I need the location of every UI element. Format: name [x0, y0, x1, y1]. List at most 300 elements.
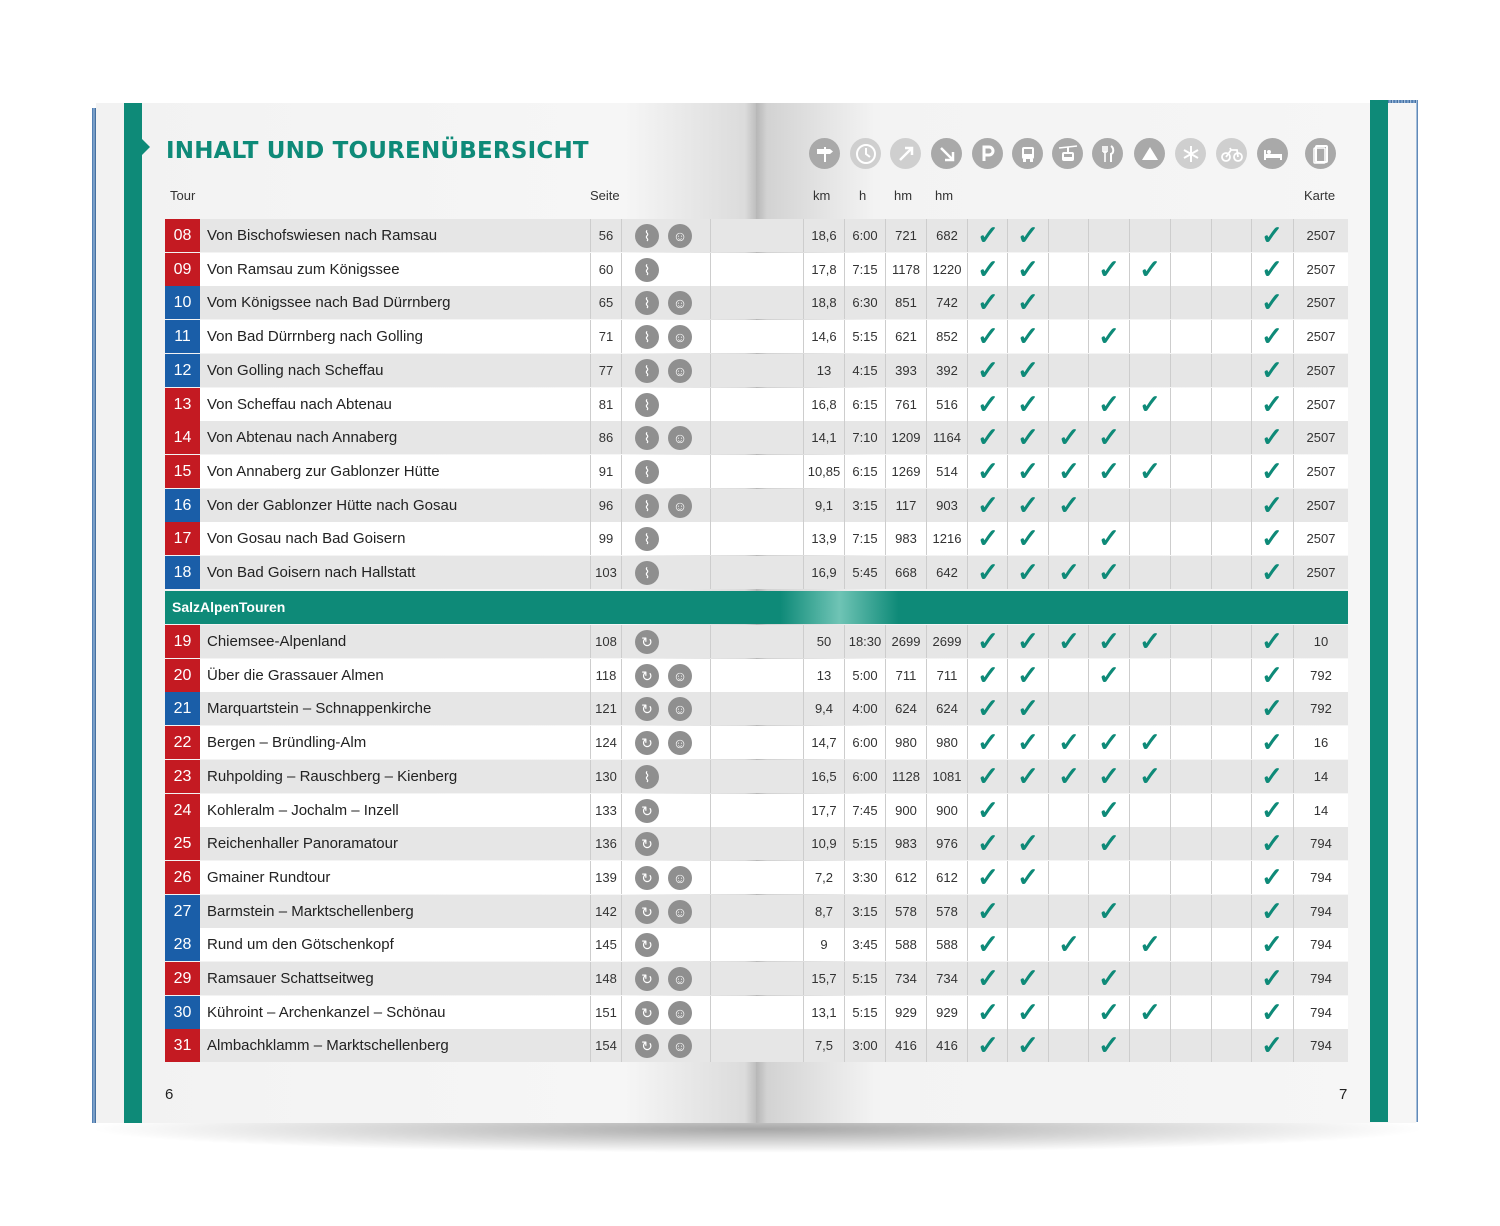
check-mark: ✓ — [1139, 929, 1161, 960]
table-row — [165, 320, 1348, 353]
check-mark: ✓ — [1017, 321, 1039, 352]
column-divider — [1048, 1029, 1049, 1062]
tour-ascent: 612 — [895, 869, 917, 885]
column-divider — [621, 219, 622, 252]
check-mark: ✓ — [1098, 626, 1120, 656]
column-divider — [710, 253, 711, 286]
check-mark: ✓ — [1058, 760, 1080, 791]
tour-km: 7,5 — [814, 1038, 834, 1054]
column-divider — [1211, 760, 1212, 793]
column-divider — [621, 726, 622, 759]
check-mark: ✓ — [1058, 727, 1080, 758]
kid-friendly-icon: ☺ — [668, 900, 692, 924]
check-mark: ✓ — [1098, 760, 1120, 791]
tour-map-number: 14 — [1313, 768, 1329, 784]
tour-number: 14 — [165, 421, 200, 454]
column-divider — [1048, 996, 1049, 1029]
check-mark: ✓ — [1058, 489, 1080, 520]
check-mark: ✓ — [1139, 388, 1161, 419]
column-divider — [1129, 1029, 1130, 1062]
table-row — [165, 996, 1348, 1029]
tour-km: 13 — [816, 667, 832, 683]
page-number-right: 7 — [1339, 1086, 1348, 1103]
column-divider — [1211, 827, 1212, 860]
table-row — [165, 219, 1348, 252]
check-mark: ✓ — [977, 659, 999, 690]
tour-km: 16,9 — [811, 565, 837, 580]
tour-page: 71 — [598, 329, 614, 345]
column-divider — [1088, 354, 1089, 387]
table-row — [165, 253, 1348, 286]
check-mark: ✓ — [1098, 659, 1120, 690]
tour-km: 14,7 — [811, 735, 837, 751]
column-divider — [1211, 388, 1212, 421]
column-divider — [1211, 219, 1212, 252]
check-mark: ✓ — [1017, 1030, 1039, 1061]
column-divider — [1211, 625, 1212, 658]
column-divider — [1211, 253, 1212, 286]
tour-name: Reichenhaller Panoramatour — [207, 835, 398, 853]
column-divider — [1170, 827, 1171, 860]
column-divider — [621, 421, 622, 454]
column-divider — [1048, 522, 1049, 555]
round-trip-icon: ↻ — [635, 866, 659, 890]
cable-car-icon — [1052, 138, 1083, 169]
tour-ascent: 1269 — [891, 463, 921, 479]
kid-friendly-icon: ☺ — [668, 967, 692, 991]
round-trip-icon: ↻ — [635, 630, 659, 654]
tour-name: Von Abtenau nach Annaberg — [207, 429, 398, 447]
column-divider — [1048, 895, 1049, 928]
column-divider — [1211, 692, 1212, 725]
column-divider — [710, 320, 711, 353]
right-accent-stripe — [1370, 100, 1388, 1122]
tour-map-number: 2507 — [1306, 295, 1336, 311]
tour-ascent: 1178 — [892, 261, 920, 277]
tour-map-number: 2507 — [1306, 261, 1336, 277]
tour-hours: 6:00 — [852, 228, 878, 243]
round-trip-icon: ↻ — [635, 664, 659, 688]
column-divider — [1211, 861, 1212, 894]
tour-map-number: 2507 — [1306, 497, 1336, 513]
column-divider — [621, 827, 622, 860]
table-row — [165, 692, 1348, 725]
column-divider — [1129, 320, 1130, 353]
tour-km: 10,9 — [811, 836, 837, 852]
tour-name: Almbachklamm – Marktschellenberg — [207, 1037, 449, 1055]
column-divider — [1129, 827, 1130, 860]
column-divider — [1088, 928, 1089, 961]
tour-descent: 852 — [936, 329, 958, 345]
column-divider — [1170, 421, 1171, 454]
table-row — [165, 286, 1348, 319]
tour-descent: 1220 — [932, 261, 962, 277]
tour-name: Marquartstein – Schnappenkirche — [207, 700, 432, 718]
check-mark: ✓ — [977, 455, 999, 486]
tour-page: 65 — [598, 295, 614, 311]
column-divider — [621, 962, 622, 995]
check-mark: ✓ — [977, 861, 999, 892]
route-path-icon: ⌇ — [635, 426, 659, 450]
tour-map-number: 794 — [1310, 903, 1332, 919]
tour-page: 124 — [595, 735, 617, 751]
tour-descent: 742 — [936, 295, 958, 311]
check-mark: ✓ — [977, 727, 999, 758]
tour-descent: 578 — [936, 903, 958, 919]
column-divider — [710, 556, 711, 589]
hut-icon — [1134, 138, 1165, 169]
check-mark: ✓ — [1098, 523, 1120, 554]
tour-hours: 6:15 — [852, 463, 878, 479]
tour-page: 91 — [598, 463, 614, 479]
tour-map-number: 2507 — [1306, 430, 1336, 446]
tour-km: 14,1 — [811, 430, 837, 446]
check-mark: ✓ — [1098, 963, 1120, 993]
column-divider — [621, 659, 622, 692]
check-mark: ✓ — [1098, 455, 1120, 486]
column-divider — [1048, 320, 1049, 353]
check-mark: ✓ — [1017, 963, 1039, 993]
round-trip-icon: ↻ — [635, 731, 659, 755]
check-mark: ✓ — [977, 354, 999, 385]
check-mark: ✓ — [977, 422, 999, 453]
check-mark: ✓ — [1017, 422, 1039, 453]
column-divider — [1007, 895, 1008, 928]
check-mark: ✓ — [1139, 253, 1161, 284]
tour-number: 29 — [165, 962, 200, 995]
tour-number: 20 — [165, 659, 200, 692]
tour-hours: 18:30 — [848, 634, 882, 649]
column-divider — [1170, 388, 1171, 421]
tour-descent: 2699 — [932, 634, 962, 649]
tour-ascent: 929 — [895, 1004, 917, 1020]
column-divider — [1129, 354, 1130, 387]
parking-icon — [972, 138, 1003, 169]
check-mark: ✓ — [1261, 220, 1283, 250]
check-mark: ✓ — [977, 220, 999, 250]
table-row — [165, 421, 1348, 454]
column-divider — [621, 692, 622, 725]
table-row — [165, 625, 1348, 658]
column-divider — [1211, 726, 1212, 759]
column-divider — [1048, 962, 1049, 995]
tour-descent: 976 — [936, 836, 958, 852]
check-mark: ✓ — [1098, 388, 1120, 419]
check-mark: ✓ — [1261, 287, 1283, 318]
tour-page: 81 — [598, 396, 614, 412]
tour-name: Von Gosau nach Bad Goisern — [207, 530, 406, 548]
tour-number: 22 — [165, 726, 200, 759]
tour-ascent: 624 — [895, 701, 917, 717]
check-mark: ✓ — [1017, 523, 1039, 554]
page-number-left: 6 — [165, 1086, 174, 1103]
tour-page: 130 — [595, 768, 617, 784]
check-mark: ✓ — [1261, 996, 1283, 1027]
check-mark: ✓ — [1261, 354, 1283, 385]
check-mark: ✓ — [1058, 626, 1080, 656]
check-mark: ✓ — [1058, 929, 1080, 960]
tour-page: 151 — [595, 1004, 617, 1020]
column-divider — [1129, 895, 1130, 928]
tour-km: 16,5 — [811, 768, 837, 784]
column-divider — [1170, 253, 1171, 286]
header-tour: Tour — [170, 188, 196, 203]
tour-map-number: 792 — [1310, 701, 1332, 717]
tour-km: 8,7 — [814, 903, 834, 919]
column-divider — [621, 556, 622, 589]
tour-name: Von der Gablonzer Hütte nach Gosau — [207, 496, 458, 514]
column-divider — [1211, 556, 1212, 589]
bike-icon — [1216, 138, 1247, 169]
tour-hours: 7:15 — [852, 531, 878, 547]
tour-number: 10 — [165, 286, 200, 319]
tour-page: 148 — [595, 971, 617, 986]
kid-friendly-icon: ☺ — [668, 426, 692, 450]
check-mark: ✓ — [1098, 794, 1120, 825]
tour-number: 19 — [165, 625, 200, 658]
column-divider — [1211, 962, 1212, 995]
check-mark: ✓ — [1017, 354, 1039, 385]
check-mark: ✓ — [977, 895, 999, 926]
column-divider — [1129, 861, 1130, 894]
check-mark: ✓ — [977, 557, 999, 587]
ascent-icon — [890, 138, 921, 169]
check-mark: ✓ — [1261, 794, 1283, 825]
tour-map-number: 2507 — [1306, 228, 1336, 243]
section-label: SalzAlpenTouren — [172, 599, 286, 615]
tour-hours: 4:00 — [852, 701, 878, 717]
check-mark: ✓ — [977, 321, 999, 352]
descent-icon — [931, 138, 962, 169]
column-divider — [621, 996, 622, 1029]
column-divider — [710, 692, 711, 725]
column-divider — [1170, 354, 1171, 387]
check-mark: ✓ — [1261, 861, 1283, 892]
column-divider — [621, 522, 622, 555]
check-mark: ✓ — [1261, 1030, 1283, 1061]
table-row — [165, 861, 1348, 894]
tour-descent: 903 — [936, 497, 958, 513]
round-trip-icon: ↻ — [635, 799, 659, 823]
check-mark: ✓ — [1139, 760, 1161, 791]
tour-km: 13,1 — [811, 1004, 837, 1020]
check-mark: ✓ — [1098, 422, 1120, 453]
check-mark: ✓ — [1098, 557, 1120, 587]
check-mark: ✓ — [977, 929, 999, 960]
check-mark: ✓ — [1139, 996, 1161, 1027]
tour-map-number: 10 — [1313, 634, 1329, 649]
table-row — [165, 962, 1348, 995]
check-mark: ✓ — [1261, 455, 1283, 486]
table-row — [165, 556, 1348, 589]
tour-map-number: 2507 — [1306, 565, 1336, 580]
winter-icon — [1175, 138, 1206, 169]
route-path-icon: ⌇ — [635, 494, 659, 518]
round-trip-icon: ↻ — [635, 933, 659, 957]
tour-map-number: 2507 — [1306, 362, 1336, 378]
tour-hours: 5:45 — [852, 565, 878, 580]
table-row — [165, 928, 1348, 961]
column-divider — [621, 760, 622, 793]
column-divider — [710, 219, 711, 252]
tour-km: 17,8 — [811, 261, 837, 277]
tour-hours: 3:45 — [852, 937, 878, 953]
column-divider — [1129, 794, 1130, 827]
column-divider — [710, 354, 711, 387]
column-divider — [710, 522, 711, 555]
column-divider — [710, 996, 711, 1029]
tour-km: 10,85 — [807, 463, 841, 479]
tour-map-number: 792 — [1310, 667, 1332, 683]
tour-ascent: 900 — [895, 802, 917, 818]
column-divider — [1048, 388, 1049, 421]
tour-page: 121 — [595, 701, 617, 717]
column-divider — [621, 286, 622, 319]
tour-hours: 7:45 — [852, 802, 878, 818]
tour-map-number: 794 — [1310, 1004, 1332, 1020]
tour-name: Kühroint – Archenkanzel – Schönau — [207, 1003, 446, 1021]
column-divider — [1048, 219, 1049, 252]
check-mark: ✓ — [1261, 929, 1283, 960]
tour-number: 17 — [165, 522, 200, 555]
tour-km: 14,6 — [811, 329, 837, 345]
tour-ascent: 588 — [895, 937, 917, 953]
tour-km: 13,9 — [811, 531, 837, 547]
table-row — [165, 455, 1348, 488]
tour-descent: 1216 — [932, 531, 962, 547]
column-divider — [710, 760, 711, 793]
header-hm-down: hm — [935, 188, 954, 203]
column-divider — [1129, 659, 1130, 692]
tour-map-number: 16 — [1313, 735, 1329, 751]
tour-page: 60 — [598, 261, 614, 277]
table-row — [165, 760, 1348, 793]
tour-page: 154 — [595, 1038, 617, 1054]
signpost-icon — [809, 138, 840, 169]
column-divider — [1170, 895, 1171, 928]
column-divider — [1088, 219, 1089, 252]
tour-descent: 1164 — [933, 430, 961, 446]
tour-hours: 6:15 — [852, 396, 878, 412]
tour-name: Barmstein – Marktschellenberg — [207, 902, 414, 920]
tour-map-number: 794 — [1310, 971, 1332, 986]
check-mark: ✓ — [977, 1030, 999, 1061]
column-divider — [1048, 692, 1049, 725]
check-mark: ✓ — [1017, 861, 1039, 892]
kid-friendly-icon: ☺ — [668, 866, 692, 890]
column-divider — [1170, 659, 1171, 692]
column-divider — [1088, 286, 1089, 319]
tour-km: 9,1 — [814, 497, 834, 513]
kid-friendly-icon: ☺ — [668, 1001, 692, 1025]
tour-ascent: 416 — [895, 1038, 917, 1054]
check-mark: ✓ — [977, 626, 999, 656]
column-divider — [621, 1029, 622, 1062]
tour-descent: 1081 — [932, 768, 962, 784]
column-divider — [1088, 489, 1089, 522]
tour-hours: 3:00 — [852, 1038, 878, 1054]
column-divider — [621, 794, 622, 827]
tour-number: 23 — [165, 760, 200, 793]
column-divider — [1170, 455, 1171, 488]
tour-page: 86 — [598, 430, 614, 446]
column-divider — [1211, 996, 1212, 1029]
tour-name: Von Scheffau nach Abtenau — [207, 395, 392, 413]
round-trip-icon: ↻ — [635, 900, 659, 924]
column-divider — [1170, 928, 1171, 961]
route-path-icon: ⌇ — [635, 359, 659, 383]
check-mark: ✓ — [1017, 727, 1039, 758]
tour-descent: 514 — [936, 463, 958, 479]
tour-number: 15 — [165, 455, 200, 488]
tour-ascent: 1128 — [892, 768, 920, 784]
column-divider — [1170, 286, 1171, 319]
column-divider — [1170, 556, 1171, 589]
tour-page: 145 — [595, 937, 617, 953]
check-mark: ✓ — [1017, 489, 1039, 520]
check-mark: ✓ — [977, 287, 999, 318]
tour-ascent: 983 — [895, 836, 917, 852]
column-divider — [621, 455, 622, 488]
tour-hours: 5:15 — [852, 836, 878, 852]
kid-friendly-icon: ☺ — [668, 359, 692, 383]
column-divider — [1211, 1029, 1212, 1062]
tour-hours: 3:15 — [852, 903, 878, 919]
tour-map-number: 794 — [1310, 836, 1332, 852]
tour-ascent: 393 — [895, 362, 917, 378]
tour-descent: 416 — [936, 1038, 958, 1054]
tour-km: 18,6 — [811, 228, 837, 243]
column-divider — [1007, 794, 1008, 827]
tour-hours: 6:00 — [852, 768, 878, 784]
column-divider — [1170, 625, 1171, 658]
tour-descent: 711 — [936, 667, 958, 683]
tour-hours: 3:15 — [852, 497, 878, 513]
kid-friendly-icon: ☺ — [668, 664, 692, 688]
column-divider — [1170, 522, 1171, 555]
tour-ascent: 668 — [895, 565, 917, 580]
column-divider — [621, 253, 622, 286]
check-mark: ✓ — [1261, 727, 1283, 758]
column-divider — [621, 625, 622, 658]
tour-descent: 624 — [936, 701, 958, 717]
tour-number: 25 — [165, 827, 200, 860]
column-divider — [1129, 692, 1130, 725]
check-mark: ✓ — [977, 523, 999, 554]
column-divider — [1129, 522, 1130, 555]
tour-descent: 929 — [936, 1004, 958, 1020]
tour-name: Von Bad Goisern nach Hallstatt — [207, 564, 416, 581]
tour-km: 13 — [816, 362, 832, 378]
tour-descent: 734 — [936, 971, 958, 986]
check-mark: ✓ — [977, 760, 999, 791]
tour-map-number: 794 — [1310, 937, 1332, 953]
kid-friendly-icon: ☺ — [668, 291, 692, 315]
tour-map-number: 2507 — [1306, 463, 1336, 479]
column-divider — [1170, 726, 1171, 759]
round-trip-icon: ↻ — [635, 1001, 659, 1025]
tour-hours: 5:15 — [852, 1004, 878, 1020]
column-divider — [710, 794, 711, 827]
tour-hours: 4:15 — [852, 362, 878, 378]
table-row — [165, 794, 1348, 827]
check-mark: ✓ — [1261, 760, 1283, 791]
check-mark: ✓ — [1058, 557, 1080, 587]
check-mark: ✓ — [977, 828, 999, 859]
check-mark: ✓ — [1261, 557, 1283, 587]
check-mark: ✓ — [1058, 455, 1080, 486]
tour-number: 26 — [165, 861, 200, 894]
